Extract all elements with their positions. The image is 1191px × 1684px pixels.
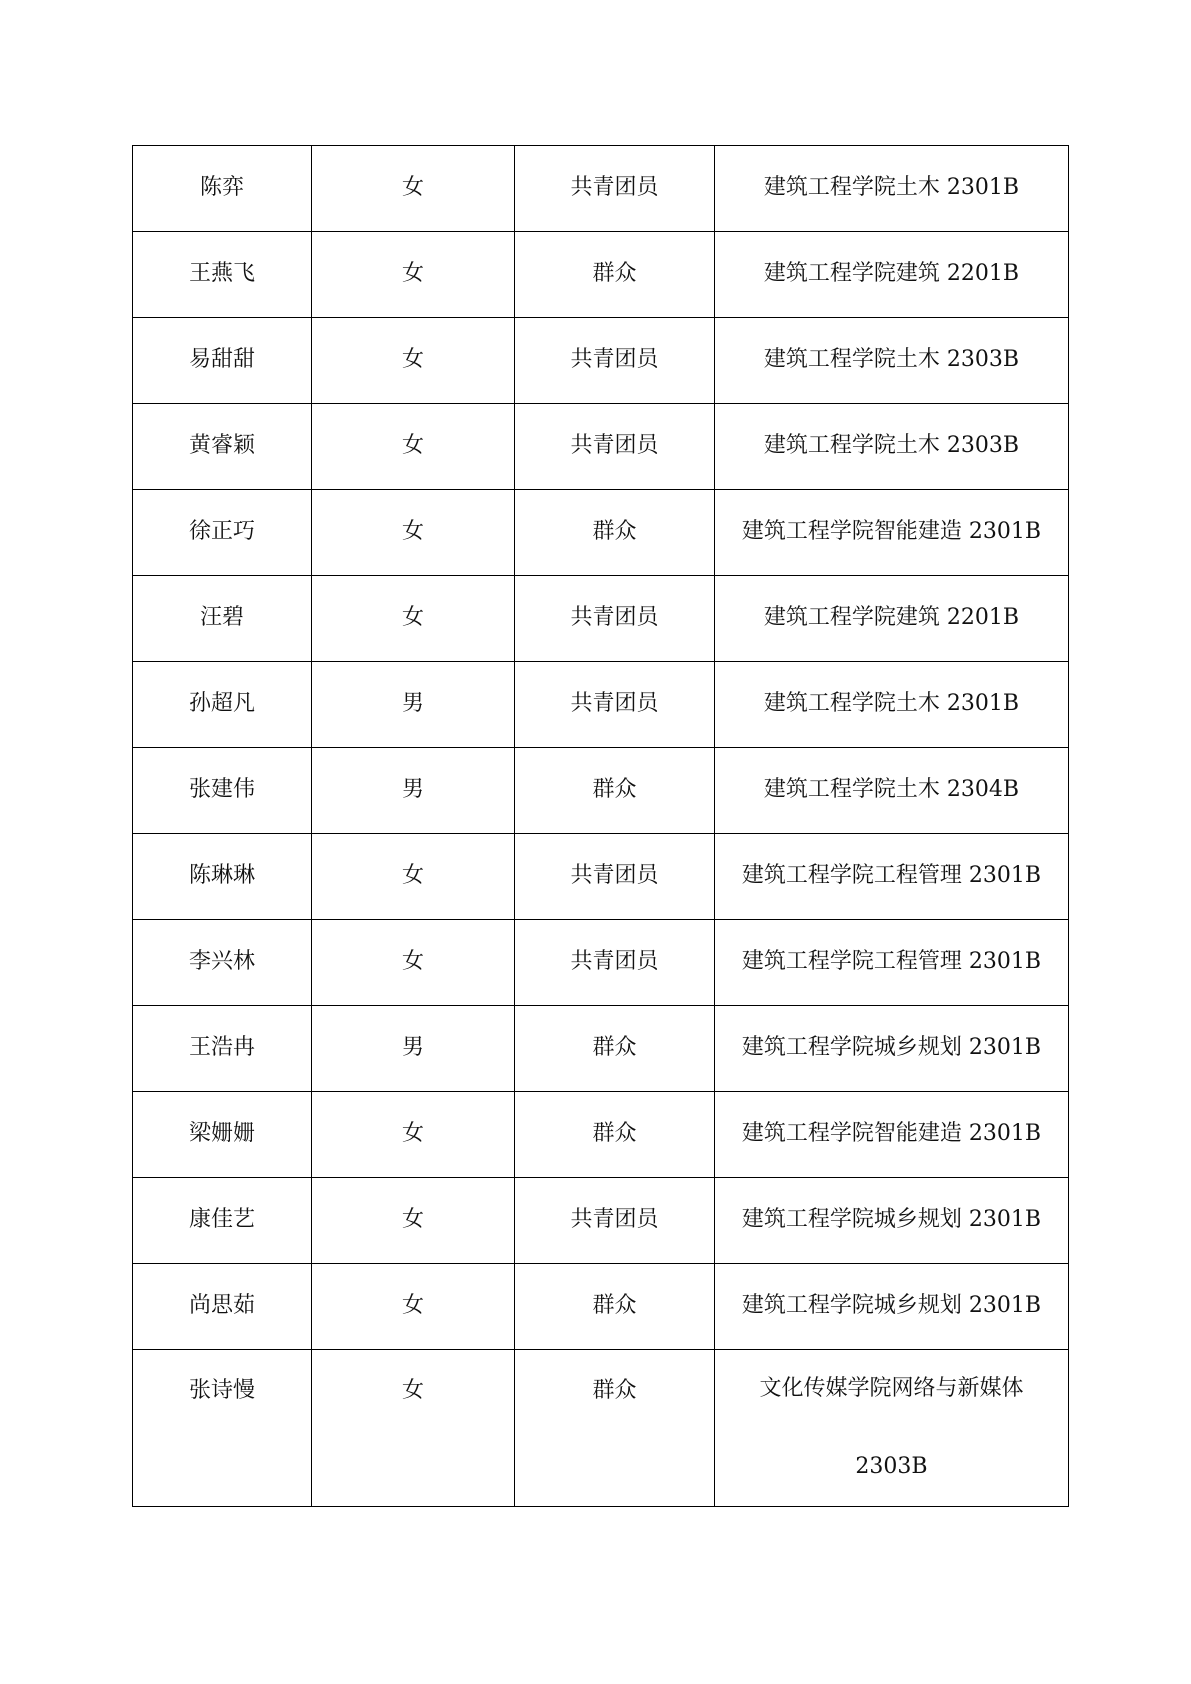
- class-cell: 建筑工程学院建筑 2201B: [715, 576, 1069, 662]
- name-text: 张诗慢: [188, 1378, 255, 1403]
- political-status-cell: 共青团员: [515, 1178, 715, 1264]
- gender-cell: 男: [312, 748, 515, 834]
- table-row: [133, 1006, 1069, 1092]
- name-cell: 徐正巧: [133, 490, 312, 576]
- table-row: [133, 662, 1069, 748]
- name-cell: 孙超凡: [133, 662, 312, 748]
- name-cell: 陈弈: [133, 146, 312, 232]
- gender-cell: 女: [312, 1092, 515, 1178]
- class-cell: 建筑工程学院土木 2303B: [715, 318, 1069, 404]
- member-roster-table: [132, 145, 1069, 1507]
- class-cell: 建筑工程学院土木 2301B: [715, 146, 1069, 232]
- gender-cell: 女: [312, 318, 515, 404]
- gender-cell: [312, 1350, 515, 1507]
- gender-cell: 女: [312, 404, 515, 490]
- table-row: [133, 576, 1069, 662]
- class-cell: 建筑工程学院城乡规划 2301B: [715, 1264, 1069, 1350]
- class-cell: 建筑工程学院智能建造 2301B: [715, 490, 1069, 576]
- class-cell: 建筑工程学院土木 2304B: [715, 748, 1069, 834]
- class-cell: [715, 1350, 1069, 1507]
- name-cell: 黄睿颖: [133, 404, 312, 490]
- class-cell: 建筑工程学院工程管理 2301B: [715, 834, 1069, 920]
- table-row: [133, 1350, 1069, 1507]
- gender-cell: 女: [312, 920, 515, 1006]
- gender-cell: 男: [312, 1006, 515, 1092]
- gender-cell: 女: [312, 490, 515, 576]
- political-status-cell: 群众: [515, 1006, 715, 1092]
- political-status-cell: 共青团员: [515, 920, 715, 1006]
- gender-cell: 女: [312, 834, 515, 920]
- political-status-cell: 群众: [515, 1092, 715, 1178]
- political-status-cell: 共青团员: [515, 662, 715, 748]
- class-cell: 建筑工程学院建筑 2201B: [715, 232, 1069, 318]
- political-status-cell: 群众: [515, 490, 715, 576]
- table-row: [133, 404, 1069, 490]
- gender-cell: 男: [312, 662, 515, 748]
- table-row: [133, 232, 1069, 318]
- political-status-cell: 群众: [515, 232, 715, 318]
- name-cell: 尚思茹: [133, 1264, 312, 1350]
- name-cell: 易甜甜: [133, 318, 312, 404]
- roster-body: [133, 146, 1069, 1507]
- name-cell: 汪碧: [133, 576, 312, 662]
- name-cell: 王燕飞: [133, 232, 312, 318]
- gender-cell: 女: [312, 576, 515, 662]
- name-cell: [133, 1350, 312, 1507]
- gender-text: 女: [401, 1378, 424, 1403]
- political-status-cell: 群众: [515, 748, 715, 834]
- gender-cell: 女: [312, 146, 515, 232]
- gender-cell: 女: [312, 1178, 515, 1264]
- class-cell: 建筑工程学院城乡规划 2301B: [715, 1178, 1069, 1264]
- class-cell: 建筑工程学院城乡规划 2301B: [715, 1006, 1069, 1092]
- table-row: [133, 1178, 1069, 1264]
- name-cell: 梁姗姗: [133, 1092, 312, 1178]
- class-cell: 建筑工程学院土木 2303B: [715, 404, 1069, 490]
- table-row: [133, 1264, 1069, 1350]
- political-status-cell: [515, 1350, 715, 1507]
- gender-cell: 女: [312, 232, 515, 318]
- political-status-cell: 群众: [515, 1264, 715, 1350]
- political-status-cell: 共青团员: [515, 404, 715, 490]
- class-cell: 建筑工程学院智能建造 2301B: [715, 1092, 1069, 1178]
- table-row: [133, 490, 1069, 576]
- name-cell: 陈琳琳: [133, 834, 312, 920]
- political-status-text: 群众: [592, 1378, 637, 1403]
- political-status-cell: 共青团员: [515, 834, 715, 920]
- table-row: [133, 146, 1069, 232]
- class-text: 文化传媒学院网络与新媒体 2303B: [759, 1376, 1024, 1479]
- name-cell: 张建伟: [133, 748, 312, 834]
- political-status-cell: 共青团员: [515, 146, 715, 232]
- class-cell: 建筑工程学院工程管理 2301B: [715, 920, 1069, 1006]
- political-status-cell: 共青团员: [515, 576, 715, 662]
- table-row: [133, 1092, 1069, 1178]
- table-row: [133, 920, 1069, 1006]
- table-row: [133, 318, 1069, 404]
- name-cell: 李兴林: [133, 920, 312, 1006]
- name-cell: 王浩冉: [133, 1006, 312, 1092]
- name-cell: 康佳艺: [133, 1178, 312, 1264]
- table-row: [133, 834, 1069, 920]
- political-status-cell: 共青团员: [515, 318, 715, 404]
- class-cell: 建筑工程学院土木 2301B: [715, 662, 1069, 748]
- table-row: [133, 748, 1069, 834]
- gender-cell: 女: [312, 1264, 515, 1350]
